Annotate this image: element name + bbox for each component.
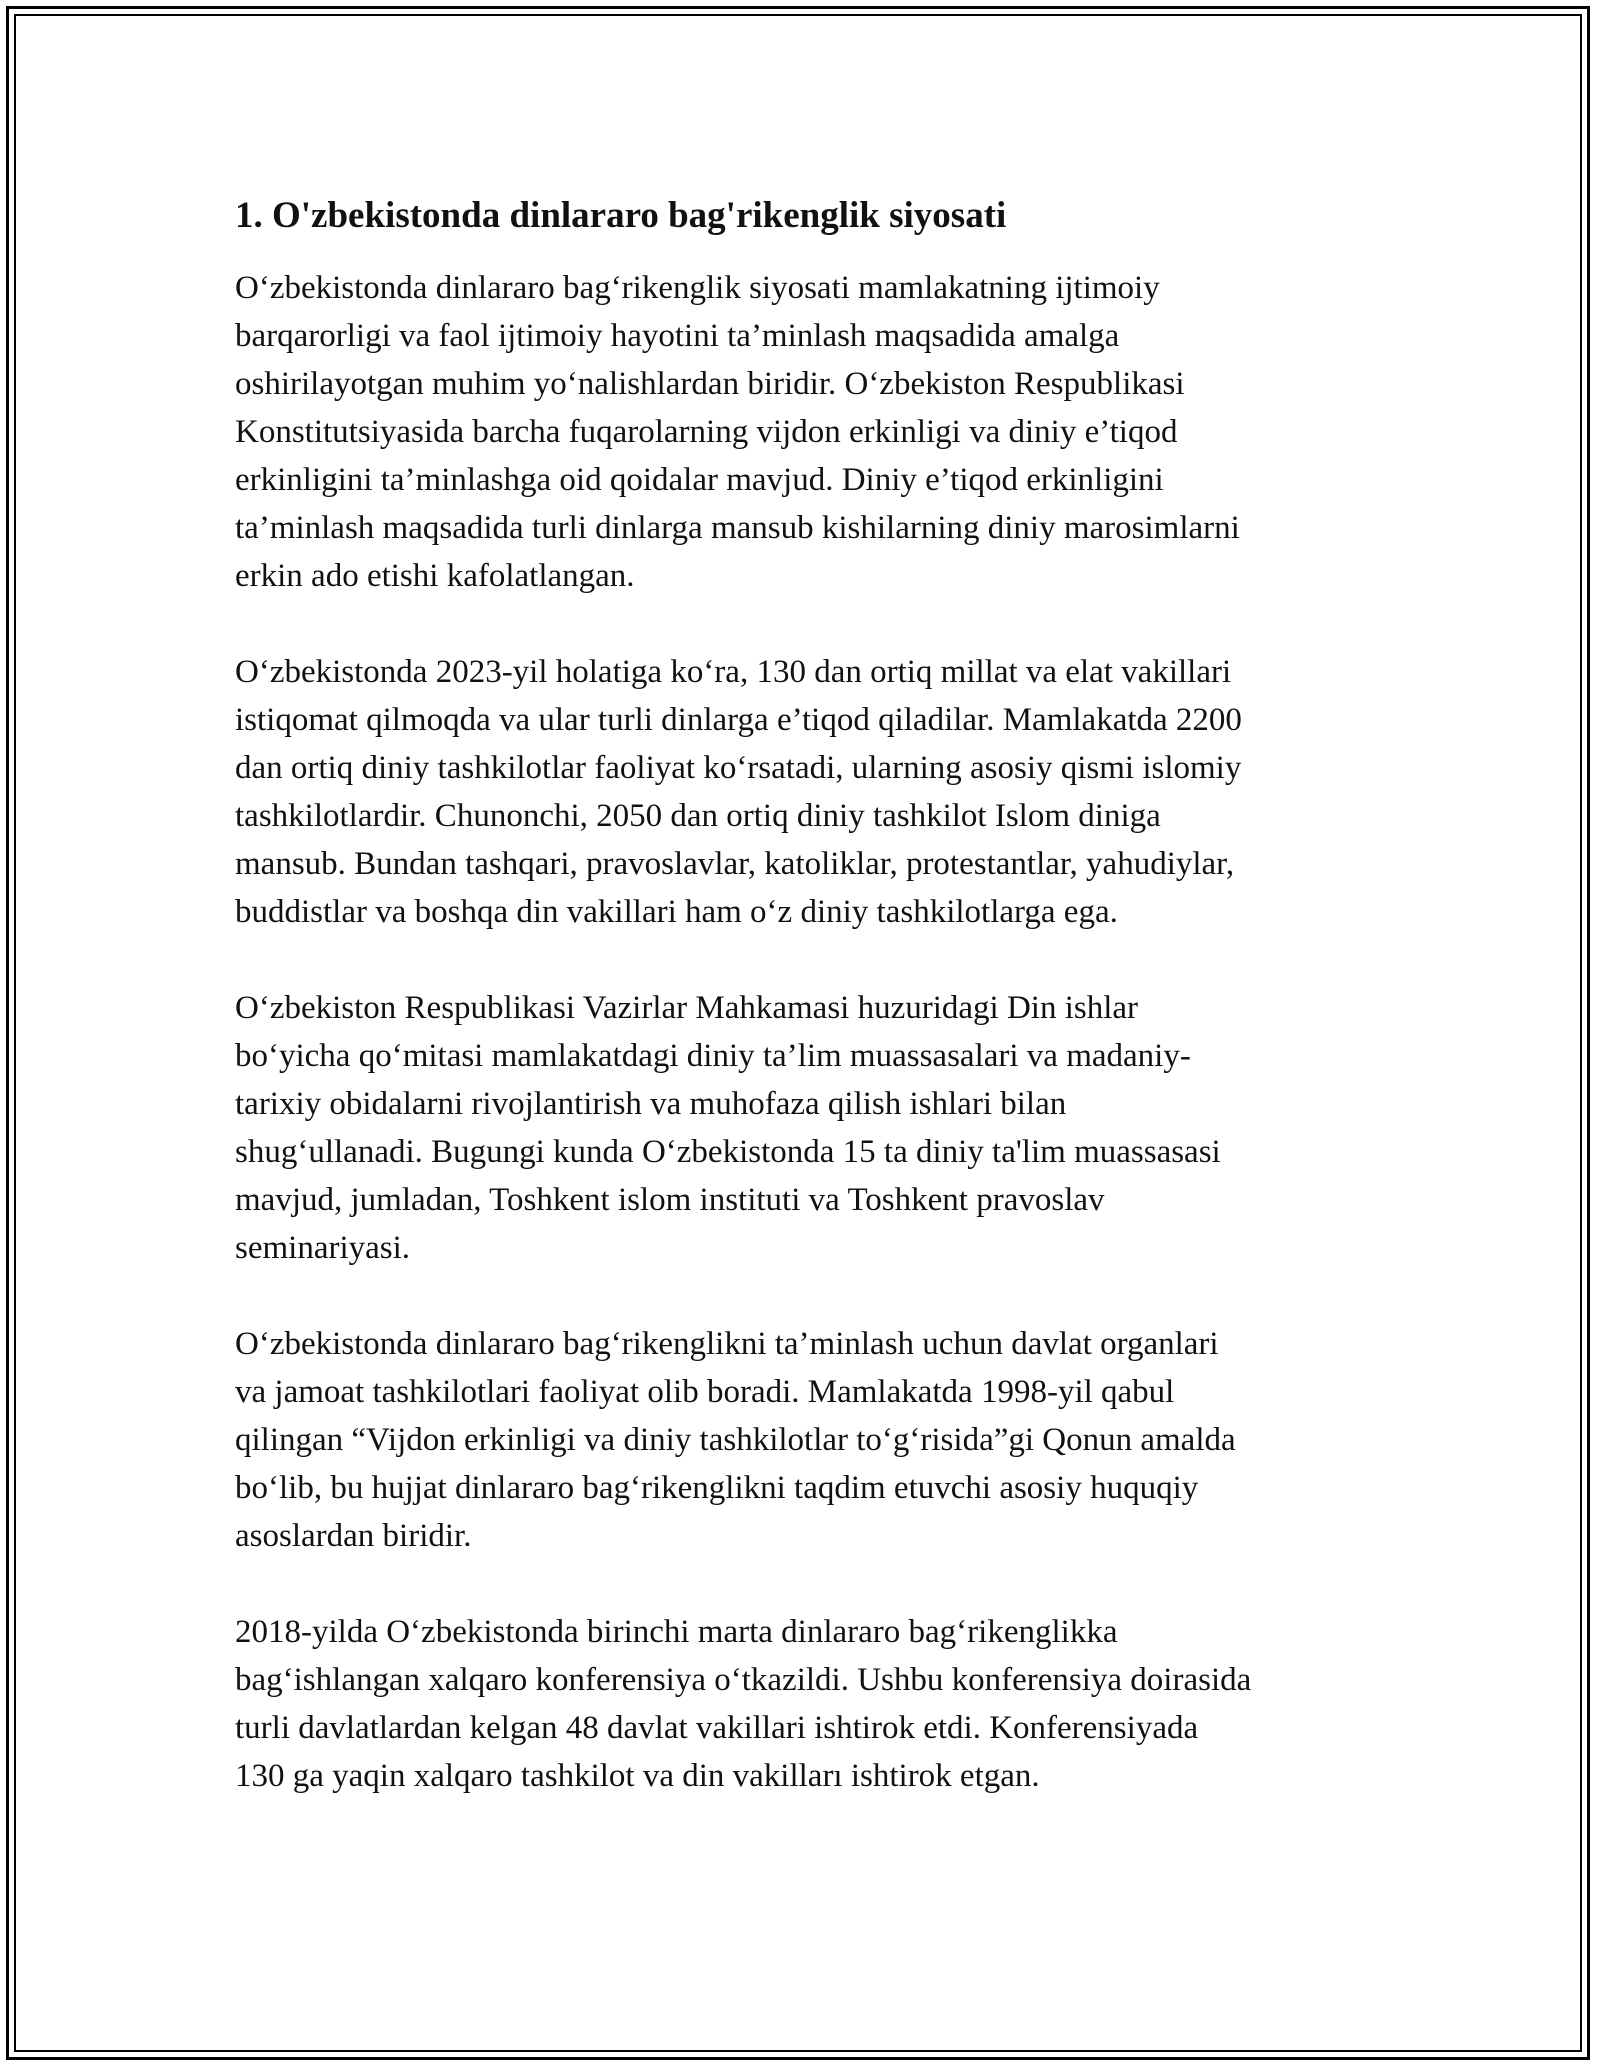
paragraph-state-bodies-law: O‘zbekistonda dinlararo bag‘rikenglikni ta’minlash uchun davlat organlari va jamoat tashkilotlari faoliyat olib boradi. Mamlakatda 1998-yil qabul qilingan “Vijdon erkinligi va diniy tashkilotlar to‘g‘risida”gi Qonun amalda bo‘lib, bu hujjat dinlararo bag‘rikenglikni taqdim etuvchi asosiy huquqiy asoslardan biridir. [235, 1326, 1236, 1554]
document-body [235, 186, 1375, 1848]
section-heading: 1. O'zbekistonda dinlararo bag'rikenglik siyosati [235, 195, 1007, 236]
paragraph-religious-affairs-committee: O‘zbekiston Respublikasi Vazirlar Mahkamasi huzuridagi Din ishlar bo‘yicha qo‘mitasi mamlakatdagi diniy ta’lim muassasalari va madaniy- tarixiy obidalarni rivojlantirish va muhofaza qilish ishlari bilan shug‘ullanadi. Bugungi kunda O‘zbekistonda 15 ta diniy ta'lim muassasasi mavjud, jumladan, Toshkent islom instituti va Toshkent pravoslav seminariyasi. [235, 990, 1221, 1266]
paragraph-nationalities-religious-organizations: O‘zbekistonda 2023-yil holatiga ko‘ra, 130 dan ortiq millat va elat vakillari istiqomat qilmoqda va ular turli dinlarga e’tiqod qiladilar. Mamlakatda 2200 dan ortiq diniy tashkilotlar faoliyat ko‘rsatadi, ularning asosiy qismi islomiy tashkilotlardir. Chunonchi, 2050 dan ortiq diniy tashkilot Islom diniga mansub. Bundan tashqari, pravoslavlar, katoliklar, protestantlar, yahudiylar, buddistlar va boshqa din vakillari ham o‘z diniy tashkilotlarga ega. [235, 654, 1242, 930]
paragraph-religious-tolerance-policy: O‘zbekistonda dinlararo bag‘rikenglik siyosati mamlakatning ijtimoiy barqarorligi va faol ijtimoiy hayotini ta’minlash maqsadida amalga oshirilayotgan muhim yo‘nalishlardan biridir. O‘zbekiston Respublikasi Konstitutsiyasida barcha fuqarolarning vijdon erkinligi va diniy e’tiqod erkinligini ta’minlashga oid qoidalar mavjud. Diniy e’tiqod erkinligini ta’minlash maqsadida turli dinlarga mansub kishilarning diniy marosimlarni erkin ado etishi kafolatlangan. [235, 270, 1240, 594]
paragraph-international-conference: 2018-yilda O‘zbekistonda birinchi marta dinlararo bag‘rikenglikka bag‘ishlangan xalqaro konferensiya o‘tkazildi. Ushbu konferensiya doirasida turli davlatlardan kelgan 48 davlat vakillari ishtirok etdi. Konferensiyada 130 ga yaqin xalqaro tashkilot va din vakilları ishtirok etgan. [235, 1614, 1252, 1794]
